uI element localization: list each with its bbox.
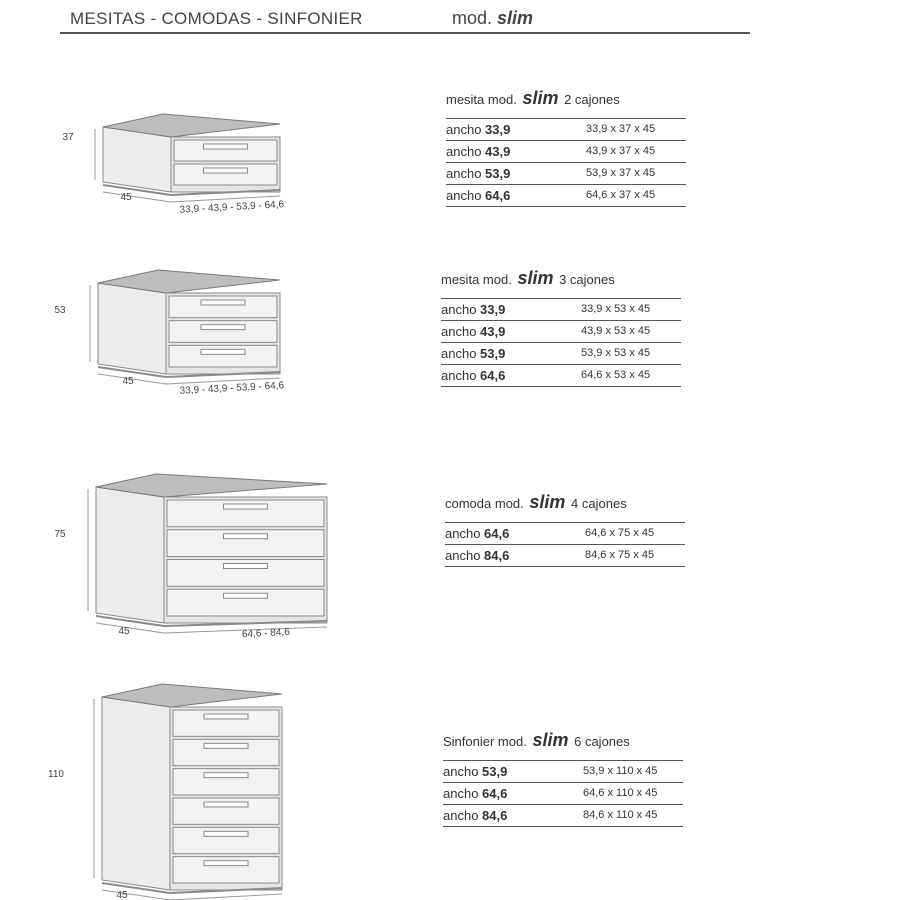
header-model-prefix: mod. — [452, 8, 493, 28]
spec-width-cell — [445, 523, 585, 544]
spec-table — [445, 522, 685, 567]
width-dimension-line — [170, 894, 282, 900]
height-label: 37 — [62, 132, 74, 143]
spec-block — [441, 266, 681, 387]
depth-label: 45 — [120, 192, 132, 203]
spec-width-value: 43,9 — [480, 324, 506, 339]
spec-width-value: 64,6 — [480, 368, 506, 383]
spec-width-label: ancho — [441, 346, 477, 361]
depth-label: 45 — [122, 376, 134, 387]
spec-title-suffix: 3 cajones — [559, 272, 615, 287]
header-title: MESITAS - COMODAS - SINFONIER — [70, 9, 363, 28]
spec-width-cell — [441, 299, 581, 320]
height-label: 110 — [48, 769, 64, 780]
spec-width-value: 33,9 — [485, 122, 511, 137]
spec-width-cell — [446, 119, 586, 140]
spec-table — [443, 760, 683, 827]
spec-dimensions: 43,9 x 37 x 45 — [586, 145, 656, 157]
spec-width-label: ancho — [446, 166, 482, 181]
spec-width-cell — [445, 545, 585, 566]
spec-row — [441, 299, 681, 321]
drawer-front — [174, 140, 277, 161]
spec-title — [445, 490, 685, 514]
spec-dimensions: 64,6 x 75 x 45 — [585, 527, 655, 539]
spec-width-cell — [443, 761, 583, 782]
spec-title-suffix: 4 cajones — [571, 496, 627, 511]
spec-block — [443, 728, 683, 827]
spec-dimensions: 64,6 x 110 x 45 — [583, 787, 658, 799]
spec-width-label: ancho — [445, 548, 481, 563]
spec-width-cell — [441, 343, 581, 364]
drawer-front — [169, 296, 277, 318]
spec-model-name: slim — [517, 268, 554, 288]
spec-row — [441, 321, 681, 343]
spec-width-label: ancho — [443, 764, 479, 779]
spec-row — [443, 761, 683, 783]
spec-dimensions: 53,9 x 37 x 45 — [586, 167, 656, 179]
spec-width-label: ancho — [443, 786, 479, 801]
drawer-handle — [204, 861, 248, 866]
drawer-handle — [204, 714, 248, 719]
drawer-handle — [204, 802, 248, 807]
drawer-front — [169, 321, 277, 343]
spec-row — [446, 185, 686, 207]
spec-width-cell — [441, 365, 581, 386]
spec-row — [446, 163, 686, 185]
spec-row — [443, 805, 683, 827]
drawer-handle — [224, 593, 268, 598]
drawer-handle — [201, 300, 245, 305]
spec-row — [441, 365, 681, 387]
spec-width-cell — [443, 783, 583, 804]
width-label: 33,9 - 43,9 - 53,9 - 64,6 — [179, 199, 285, 216]
spec-width-label: ancho — [443, 808, 479, 823]
cabinet-side-panel — [96, 487, 164, 623]
spec-block — [446, 86, 686, 207]
spec-row — [441, 343, 681, 365]
drawer-handle — [204, 144, 248, 149]
spec-width-label: ancho — [441, 368, 477, 383]
spec-width-value: 64,6 — [482, 786, 508, 801]
drawer-handle — [204, 831, 248, 836]
height-label: 53 — [54, 305, 66, 316]
spec-width-cell — [446, 185, 586, 206]
drawer-handle — [224, 504, 268, 509]
depth-label: 45 — [118, 626, 130, 637]
depth-label: 45 — [116, 890, 128, 900]
drawer-handle — [201, 325, 245, 330]
header-model-name: slim — [497, 8, 534, 28]
spec-width-label: ancho — [441, 324, 477, 339]
spec-title-prefix: mesita mod. — [446, 92, 517, 107]
spec-table — [441, 298, 681, 387]
cabinet-side-panel — [98, 283, 166, 374]
spec-row — [445, 523, 685, 545]
drawer-handle — [204, 773, 248, 778]
spec-width-label: ancho — [445, 526, 481, 541]
spec-width-value: 64,6 — [484, 526, 510, 541]
spec-dimensions: 43,9 x 53 x 45 — [581, 325, 651, 337]
spec-width-cell — [441, 321, 581, 342]
cabinet-side-panel — [103, 127, 171, 192]
spec-row — [443, 783, 683, 805]
spec-width-label: ancho — [446, 144, 482, 159]
spec-title-prefix: mesita mod. — [441, 272, 512, 287]
spec-width-label: ancho — [446, 122, 482, 137]
spec-dimensions: 84,6 x 75 x 45 — [585, 549, 655, 561]
cabinet-side-panel — [102, 697, 170, 890]
spec-block — [445, 490, 685, 567]
spec-row — [445, 545, 685, 567]
spec-width-value: 33,9 — [480, 302, 506, 317]
spec-width-label: ancho — [446, 188, 482, 203]
spec-width-value: 64,6 — [485, 188, 511, 203]
spec-title-suffix: 6 cajones — [574, 734, 630, 749]
spec-title — [443, 728, 683, 752]
spec-width-cell — [446, 141, 586, 162]
drawer-handle — [204, 743, 248, 748]
spec-dimensions: 33,9 x 53 x 45 — [581, 303, 651, 315]
spec-model-name: slim — [532, 730, 569, 750]
spec-model-name: slim — [522, 88, 559, 108]
spec-width-cell — [443, 805, 583, 826]
spec-width-cell — [446, 163, 586, 184]
spec-row — [446, 141, 686, 163]
spec-width-value: 53,9 — [482, 764, 508, 779]
spec-width-value: 53,9 — [485, 166, 511, 181]
spec-dimensions: 64,6 x 37 x 45 — [586, 189, 656, 201]
spec-title — [441, 266, 681, 290]
drawer-handle — [204, 168, 248, 173]
spec-width-value: 53,9 — [480, 346, 506, 361]
spec-dimensions: 53,9 x 110 x 45 — [583, 765, 658, 777]
drawer-handle — [201, 349, 245, 354]
spec-dimensions: 53,9 x 53 x 45 — [581, 347, 651, 359]
width-label: 64,6 - 84,6 — [241, 626, 291, 641]
spec-title-prefix: comoda mod. — [445, 496, 524, 511]
width-label: 33,9 - 43,9 - 53,9 - 64,6 — [179, 380, 285, 397]
spec-title — [446, 86, 686, 110]
spec-dimensions: 84,6 x 110 x 45 — [583, 809, 658, 821]
spec-row — [446, 119, 686, 141]
drawer-front — [169, 345, 277, 367]
drawer-front — [174, 164, 277, 185]
spec-model-name: slim — [529, 492, 566, 512]
spec-width-value: 84,6 — [482, 808, 508, 823]
drawer-handle — [224, 564, 268, 569]
height-label: 75 — [54, 529, 66, 540]
spec-width-label: ancho — [441, 302, 477, 317]
spec-width-value: 84,6 — [484, 548, 510, 563]
spec-title-suffix: 2 cajones — [564, 92, 620, 107]
spec-width-value: 43,9 — [485, 144, 511, 159]
spec-dimensions: 64,6 x 53 x 45 — [581, 369, 651, 381]
spec-table — [446, 118, 686, 207]
spec-title-prefix: Sinfonier mod. — [443, 734, 527, 749]
drawer-handle — [224, 534, 268, 539]
spec-dimensions: 33,9 x 37 x 45 — [586, 123, 656, 135]
